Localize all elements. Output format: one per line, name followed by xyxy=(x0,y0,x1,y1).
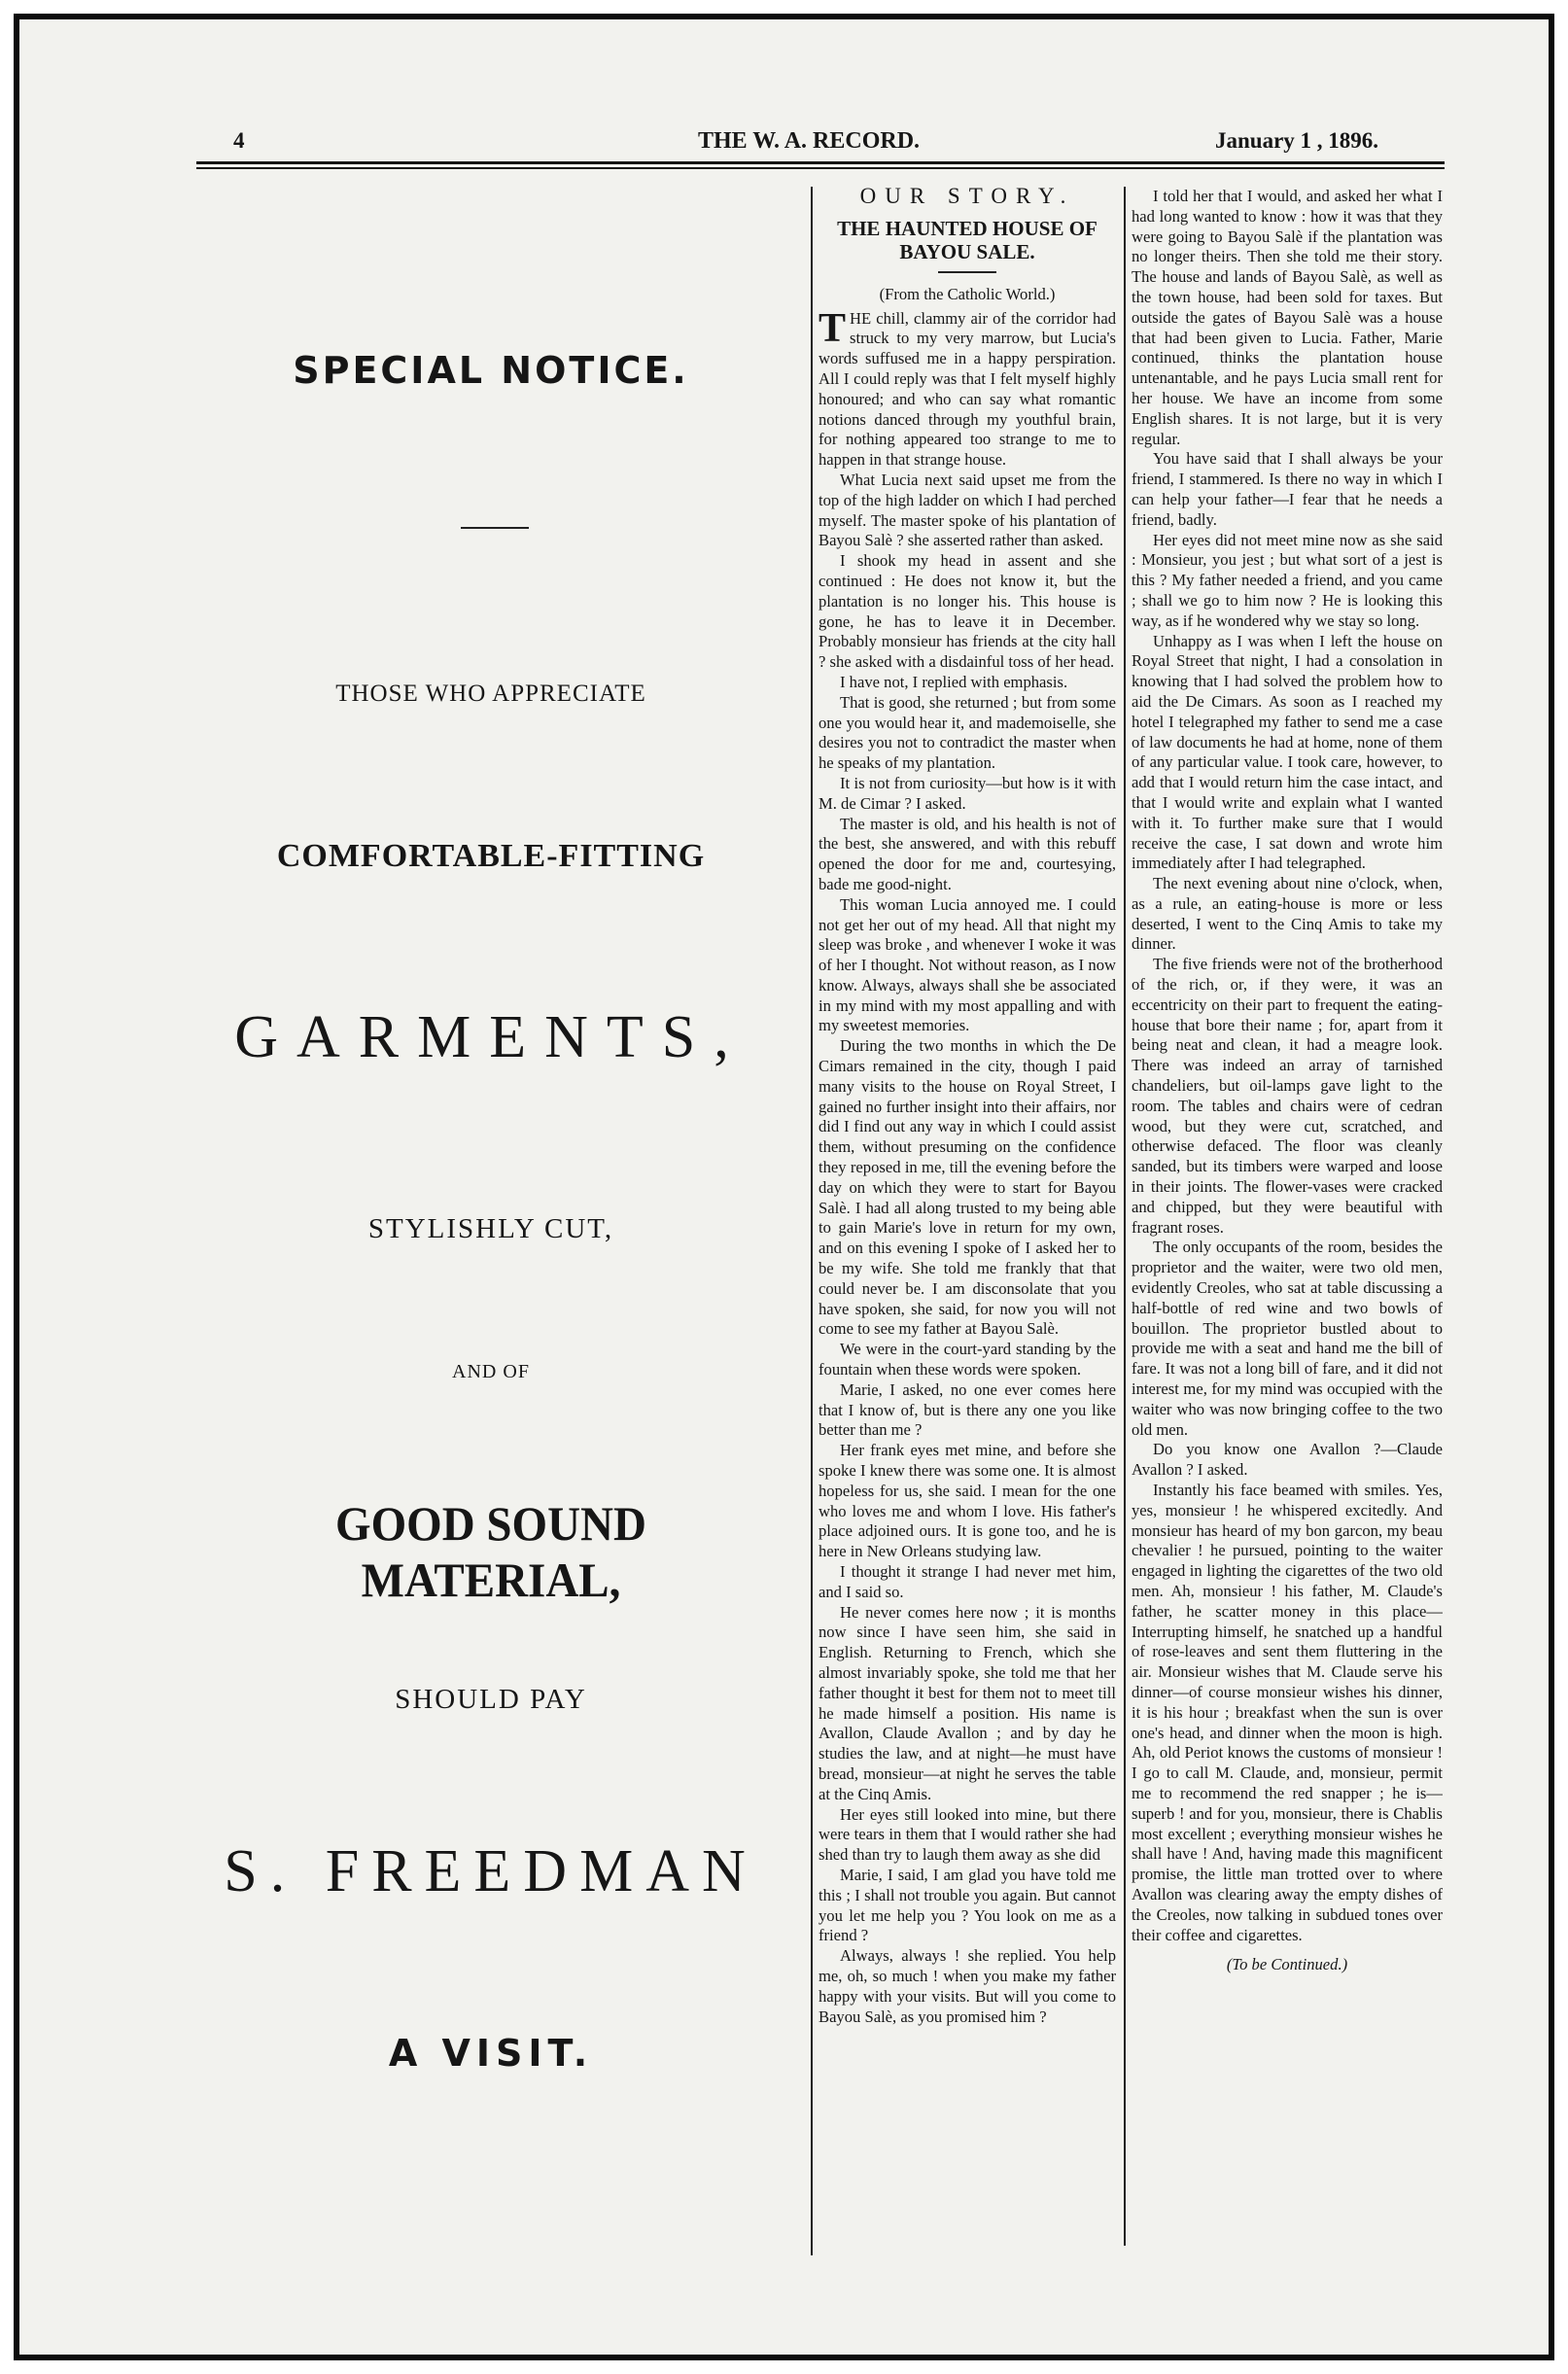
story-section-heading: OUR STORY. xyxy=(859,187,1075,208)
story-paragraph: Her eyes did not meet mine now as she said : Monsieur, you jest ; but what sort of a jest is this ? My father needed a friend, and you came ; shall we go to him now ? He is looking this way, as if he wondered why we stay so long. xyxy=(1132,530,1443,630)
title-rule xyxy=(938,271,996,273)
story-paragraph: I have not, I replied with emphasis. xyxy=(840,672,1068,691)
article-source: (From the Catholic World.) xyxy=(879,284,1056,303)
story-paragraph xyxy=(819,305,1116,471)
story-paragraph: The five friends were not of the brotherhood of the rich, or, if they were, it was an eccentricity on their part to frequent the eating-house that bore their name ; for, apart from it being neat and clean, it had a meagre look. There was indeed an array of tarnished chandeliers, but oil-lamps gave light to the room. The tables and chairs were of cedran wood, but they were cut, scratched, and otherwise defaced. The floor was cleanly sanded, but its timbers were warped and loose in their joints. The flower-vases were cracked and chipped, but they were beautiful with fragrant roses. xyxy=(1132,955,1443,1237)
newspaper-page xyxy=(14,14,1554,2360)
story-paragraph: I thought it strange I had never met him, and I said so. xyxy=(819,1562,1116,1601)
ad-divider xyxy=(461,527,529,529)
story-paragraph: Her eyes still looked into mine, but there were tears in them that I would rather she had shed than try to laugh them away as she did xyxy=(819,1804,1116,1865)
to-be-continued: (To be Continued.) xyxy=(1226,1955,1348,1974)
ad-line-stylishly: STYLISHLY CUT, xyxy=(367,1213,614,1244)
story-column-1 xyxy=(819,187,1116,2248)
ad-line-should-pay: SHOULD PAY xyxy=(395,1684,587,1715)
paragraph-text: HE chill, clammy air of the corridor had struck to my very marrow, but Lucia's words suffused me in a happy perspiration. All I could reply was that I felt myself highly honoured; and who can say what romantic notions danced through my youthful brain, for nothing appeared too strange to me to happen in that strange house. xyxy=(819,308,1116,470)
newspaper-title: THE W. A. RECORD. xyxy=(698,128,921,154)
story-paragraph: Always, always ! she replied. You help me, oh, so much ! when you make my father happy with your visits. But will you come to Bayou Salè, as you promised him ? xyxy=(819,1946,1116,2026)
story-paragraph: Marie, I asked, no one ever comes here that I know of, but is there any one you like better than me ? xyxy=(819,1379,1116,1440)
story-paragraph: Instantly his face beamed with smiles. Yes, yes, monsieur ! he whispered excitedly. And monsieur has heard of my bon garcon, my beau chevalier ! he pursued, pointing to the waiter engaged in lighting the cigarettes of the two old men. Ah, monsieur ! his father, M. Claude's father, he scatter money in this place— Interrupting himself, he snatched up a handful of rose-leaves and sent them fluttering in the air. Monsieur wishes that M. Claude serve his dinner—of course monsieur wishes his dinner, it is his hour ; breakfast when the sun is over one's head, and dinner when the moon is high. Ah, old Periot knows the customs of monsieur ! I go to call M. Claude, and, monsieur, permit me to recommend the red snapper ; he is—superb ! and for you, monsieur, there is Chablis most excellent ; everything monsieur wishes he shall have ! And, having made this magnificent promise, the little man trotted over to where Avallon was clearing away the empty dishes of the Creoles, now talking in subdued tones over their coffee and cigarettes. xyxy=(1132,1481,1443,1944)
drop-cap: T xyxy=(819,305,847,351)
story-paragraph: You have said that I shall always be your friend, I stammered. Is there no way in which I can help your father—I fear that he needs a friend, badly. xyxy=(1132,449,1443,529)
ad-line-freedman: S. FREEDMAN xyxy=(224,1838,758,1904)
story-paragraph: Her frank eyes met mine, and before she spoke I knew there was some one. It is almost hopeless for us, she said. I mean for the one who loves me and whom I love. His father's place adjoined ours. It is gone too, and he is here in New Orleans studying law. xyxy=(819,1441,1116,1561)
column-rule-left xyxy=(811,187,813,2255)
story-paragraph: Unhappy as I was when I left the house on Royal Street that night, I had a consolation in knowing that I had solved the problem how to aid the De Cimars. As soon as I reached my hotel I telegraphed my father to send me a case of law documents he had at home, none of them of any particular value. I took care, however, to add that I would return him the case intact, and that I would write and explain what I wanted with it. To further make sure that I would receive the case, I sat down and wrote him immediately after I had telegraphed. xyxy=(1132,631,1443,873)
ad-line-visit: A VISIT. xyxy=(388,2032,594,2075)
story-paragraph: I shook my head in assent and she continued : He does not know it, but the plantation is no longer his. This house is gone, he has to leave it in December. Probably monsieur has friends at the city hall ? she asked with a disdainful toss of her head. xyxy=(819,551,1116,672)
header-rule-bottom xyxy=(196,167,1445,169)
ad-line-garments: GARMENTS, xyxy=(234,1004,748,1070)
story-paragraph: The master is old, and his health is not of the best, she answered, and with this rebuff opened the door for me and, courtesying, bade me good-night. xyxy=(819,814,1116,893)
story-paragraph: During the two months in which the De Cimars remained in the city, though I paid many visits to the house on Royal Street, I gained no further insight into their affairs, nor did I find out any way in which I could assist them, without presuming on the confidence they reposed in me, till the evening before the day on which they were to start for Bayou Salè. I had all along trusted to my being able to gain Marie's love in return for my own, and on this evening I spoke of I asked her to be my wife. She told me frankly that that could never be. I am disconsolate that you have spoken, she said, for now you will not come to see my father at Bayou Salè. xyxy=(819,1036,1116,1339)
ad-line-appreciate: THOSE WHO APPRECIATE xyxy=(335,681,646,707)
story-column-2 xyxy=(1132,187,1443,2252)
ad-line-comfortable: COMFORTABLE-FITTING xyxy=(276,838,706,874)
ad-line-and-of: AND OF xyxy=(452,1361,530,1382)
page-number: 4 xyxy=(233,128,245,153)
special-notice-heading: SPECIAL NOTICE. xyxy=(293,349,689,392)
header-rule-top xyxy=(196,161,1445,164)
issue-date: January 1 , 1896. xyxy=(1215,128,1379,153)
story-paragraph: I told her that I would, and asked her what I had long wanted to know : how it was that they were going to Bayou Salè if the plantation was no longer theirs. Then she told me their story. The house and lands of Bayou Salè, as well as the town house, had been sold for taxes. But outside the gates of Bayou Salè was a house that had been given to Lucia. Father, Marie continued, thinks the plantation house untenantable, and he pays Lucia small rent for her house. We have an income from some English shares. It is not large, but it is very regular. xyxy=(1132,187,1443,448)
ad-line-material: GOOD SOUND MATERIAL, xyxy=(335,1496,646,1607)
story-paragraph: Marie, I said, I am glad you have told me this ; I shall not trouble you again. But cannot you let me help you ? You look on me as a friend ? xyxy=(819,1865,1116,1945)
story-paragraph: Do you know one Avallon ?—Claude Avallon ? I asked. xyxy=(1132,1440,1443,1480)
story-paragraph: What Lucia next said upset me from the top of the high ladder on which I had perched myself. The master spoke of his plantation of Bayou Salè ? she asserted rather than asked. xyxy=(819,470,1116,550)
story-paragraph: We were in the court-yard standing by the fountain when these words were spoken. xyxy=(819,1340,1116,1379)
story-paragraph: That is good, she returned ; but from some one you would hear it, and mademoiselle, she desires you not to contradict the master when he speaks of my plantation. xyxy=(819,692,1116,773)
story-paragraph: It is not from curiosity—but how is it with M. de Cimar ? I asked. xyxy=(819,773,1116,813)
story-paragraph: This woman Lucia annoyed me. I could not get her out of my head. All that night my sleep was broke , and whenever I woke it was of her I thought. Not without reason, as I now know. Always, always shall she be associated in my mind with my most appalling and with my sweetest memories. xyxy=(819,894,1116,1035)
column-rule-middle xyxy=(1124,187,1126,2246)
story-paragraph: The only occupants of the room, besides the proprietor and the waiter, were two old men, evidently Creoles, who sat at table discussing a half-bottle of red wine and two bowls of bouillon. The proprietor bustled about to provide me with a seat and hand me the bill of fare. It was not a long bill of fare, and it did not interest me, for my mind was occupied with the waiter who was now bringing coffee to the two old men. xyxy=(1132,1238,1443,1439)
article-title: THE HAUNTED HOUSE OF BAYOU SALE. xyxy=(837,216,1098,263)
story-paragraph: The next evening about nine o'clock, when, as a rule, an eating-house is more or less deserted, I went to the Cinq Amis to take my dinner. xyxy=(1132,874,1443,954)
story-paragraph: He never comes here now ; it is months now since I have seen him, she said in English. Returning to French, which she almost invariably spoke, she told me that her father thought it best for them not to meet till he made himself a position. His name is Avallon, Claude Avallon ; and by day he studies the law, and at night—he must have bread, monsieur—at night he serves the table at the Cinq Amis. xyxy=(819,1602,1116,1803)
